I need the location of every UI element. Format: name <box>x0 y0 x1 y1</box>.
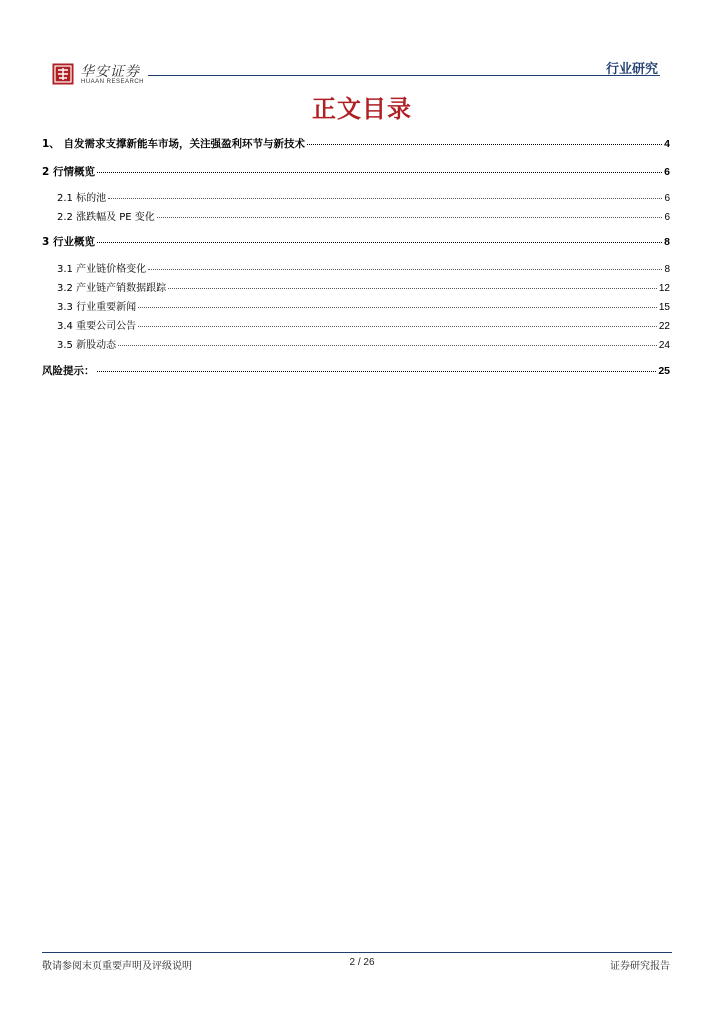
toc-page-number: 4 <box>664 138 670 150</box>
brand-name-cn: 华安证券 <box>80 64 140 80</box>
page-title: 正文目录 <box>312 95 412 123</box>
toc-entry-label: 3.1 产业链价格变化 <box>57 264 147 275</box>
toc-page-number: 24 <box>658 340 670 351</box>
toc-entry-label: 3.3 行业重要新闻 <box>57 302 137 313</box>
toc-leader <box>97 172 662 173</box>
toc-entry-label: 风险提示： <box>42 365 95 377</box>
toc-entry[interactable] <box>57 279 670 294</box>
toc-page-number: 12 <box>658 283 670 294</box>
toc-page-number: 6 <box>664 193 670 204</box>
toc-leader <box>157 217 663 218</box>
footer-disclaimer: 敬请参阅末页重要声明及评级说明 <box>42 961 192 972</box>
toc-entry[interactable] <box>42 136 670 151</box>
toc-entry[interactable] <box>57 260 670 275</box>
toc-page-number: 15 <box>658 302 670 313</box>
toc-entry-label: 3.4 重要公司公告 <box>57 321 137 332</box>
toc-page-number: 6 <box>664 166 670 178</box>
toc-leader <box>138 307 657 308</box>
toc-entry[interactable] <box>42 234 670 249</box>
footer-page-indicator: 2 / 26 <box>349 957 375 968</box>
toc-leader <box>97 371 657 372</box>
toc-leader <box>168 288 657 289</box>
footer-divider <box>42 952 672 953</box>
toc-entry[interactable] <box>57 298 670 313</box>
header-divider <box>148 75 660 76</box>
toc-leader <box>108 198 662 199</box>
report-category: 行业研究 <box>605 62 658 77</box>
toc-entry[interactable] <box>57 208 670 223</box>
toc-leader <box>118 345 657 346</box>
toc-entry-label: 2.2 涨跌幅及 PE 变化 <box>57 212 155 223</box>
toc-entry[interactable] <box>57 336 670 351</box>
toc-page-number: 25 <box>658 365 670 377</box>
toc-entry-label: 3 行业概览 <box>42 236 95 248</box>
toc-entry-label: 2.1 标的池 <box>57 193 107 204</box>
toc-leader <box>307 144 662 145</box>
toc-entry-label: 3.2 产业链产销数据跟踪 <box>57 283 167 294</box>
company-logo-icon <box>52 63 74 85</box>
toc-entry-label: 1、 自发需求支撑新能车市场，关注强盈利环节与新技术 <box>42 138 305 150</box>
toc-entry[interactable] <box>57 189 670 204</box>
toc-leader <box>138 326 657 327</box>
footer-doc-type: 证券研究报告 <box>610 961 670 972</box>
toc-page-number: 6 <box>664 212 670 223</box>
toc-entry[interactable] <box>42 164 670 179</box>
toc-page-number: 8 <box>664 236 670 248</box>
toc-entry[interactable] <box>57 317 670 332</box>
toc-leader <box>148 269 662 270</box>
toc-entry-label: 2 行情概览 <box>42 166 95 178</box>
toc-entry[interactable] <box>42 363 670 378</box>
toc-entry-label: 3.5 新股动态 <box>57 340 117 351</box>
brand-name-en: HUAAN RESEARCH <box>81 79 145 85</box>
toc-page-number: 22 <box>658 321 670 332</box>
toc-leader <box>97 242 662 243</box>
toc-page-number: 8 <box>664 264 670 275</box>
